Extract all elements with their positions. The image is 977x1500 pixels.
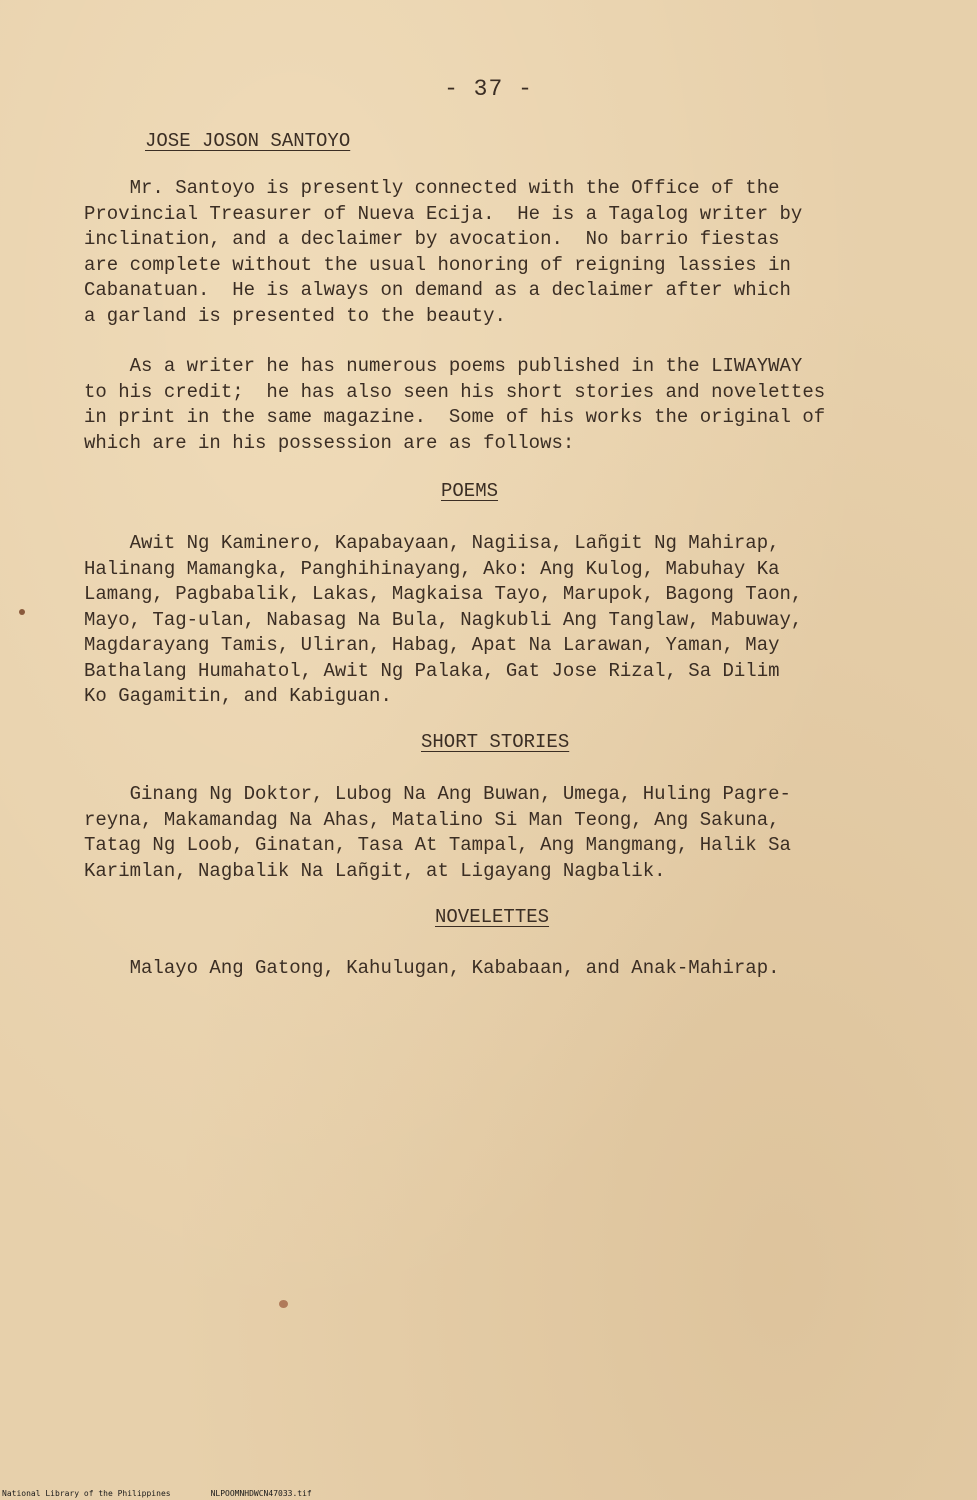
text-line: a garland is presented to the beauty. [84,304,506,327]
poems-list [84,531,884,710]
ink-spot [19,609,25,615]
bio-paragraph-1 [84,176,884,329]
text-line: reyna, Makamandag Na Ahas, Matalino Si Man Teong, Ang Sakuna, [84,808,780,831]
text-line: Halinang Mamangka, Panghihinayang, Ako: Ang Kulog, Mabuhay Ka [84,557,780,580]
bio-paragraph-2 [84,354,884,456]
text-line: Provincial Treasurer of Nueva Ecija. He is a Tagalog writer by [84,202,803,225]
text-line: Magdarayang Tamis, Uliran, Habag, Apat Na Larawan, Yaman, May [84,634,780,656]
text-line: Mr. Santoyo is presently connected with the Office of the [84,177,780,199]
text-line: Awit Ng Kaminero, Kapabayaan, Nagiisa, Lañgit Ng Mahirap, [84,532,780,554]
bio-title: JOSE JOSON SANTOYO [145,130,351,152]
short-stories-heading: SHORT STORIES [421,731,570,753]
page-number: - 37 - [444,76,533,102]
text-line: Malayo Ang Gatong, Kahulugan, Kababaan, and Anak-Mahirap. [84,957,780,979]
novelettes-list [84,956,884,982]
poems-heading: POEMS [441,480,499,502]
text-line: Mayo, Tag-ulan, Nabasag Na Bula, Nagkubli Ang Tanglaw, Mabuway, [84,608,803,631]
text-line: Ginang Ng Doktor, Lubog Na Ang Buwan, Umega, Huling Pagre- [84,783,791,805]
text-line: Tatag Ng Loob, Ginatan, Tasa At Tampal, Ang Mangmang, Halik Sa [84,834,791,856]
text-line: to his credit; he has also seen his short stories and novelettes [84,380,826,403]
text-line: are complete without the usual honoring of reigning lassies in [84,253,791,276]
text-line: As a writer he has numerous poems published in the LIWAYWAY [84,355,803,377]
short-stories-list [84,782,884,884]
text-line: Lamang, Pagbabalik, Lakas, Magkaisa Tayo, Marupok, Bagong Taon, [84,583,803,605]
novelettes-heading: NOVELETTES [435,906,550,928]
text-line: Bathalang Humahatol, Awit Ng Palaka, Gat Jose Rizal, Sa Dilim [84,659,780,682]
text-line: inclination, and a declaimer by avocation. No barrio fiestas [84,228,780,250]
scan-footer [2,1489,312,1498]
ink-spot [279,1300,288,1308]
text-line: Karimlan, Nagbalik Na Lañgit, at Ligayang Nagbalik. [84,859,666,882]
file-name: NLPOOMNHDWCN47033.tif [210,1489,312,1498]
text-line: in print in the same magazine. Some of his works the original of [84,406,826,428]
library-credit: National Library of the Philippines [2,1489,171,1498]
text-line: Cabanatuan. He is always on demand as a declaimer after which [84,279,791,301]
text-line: Ko Gagamitin, and Kabiguan. [84,685,392,707]
text-line: which are in his possession are as follows: [84,431,575,454]
